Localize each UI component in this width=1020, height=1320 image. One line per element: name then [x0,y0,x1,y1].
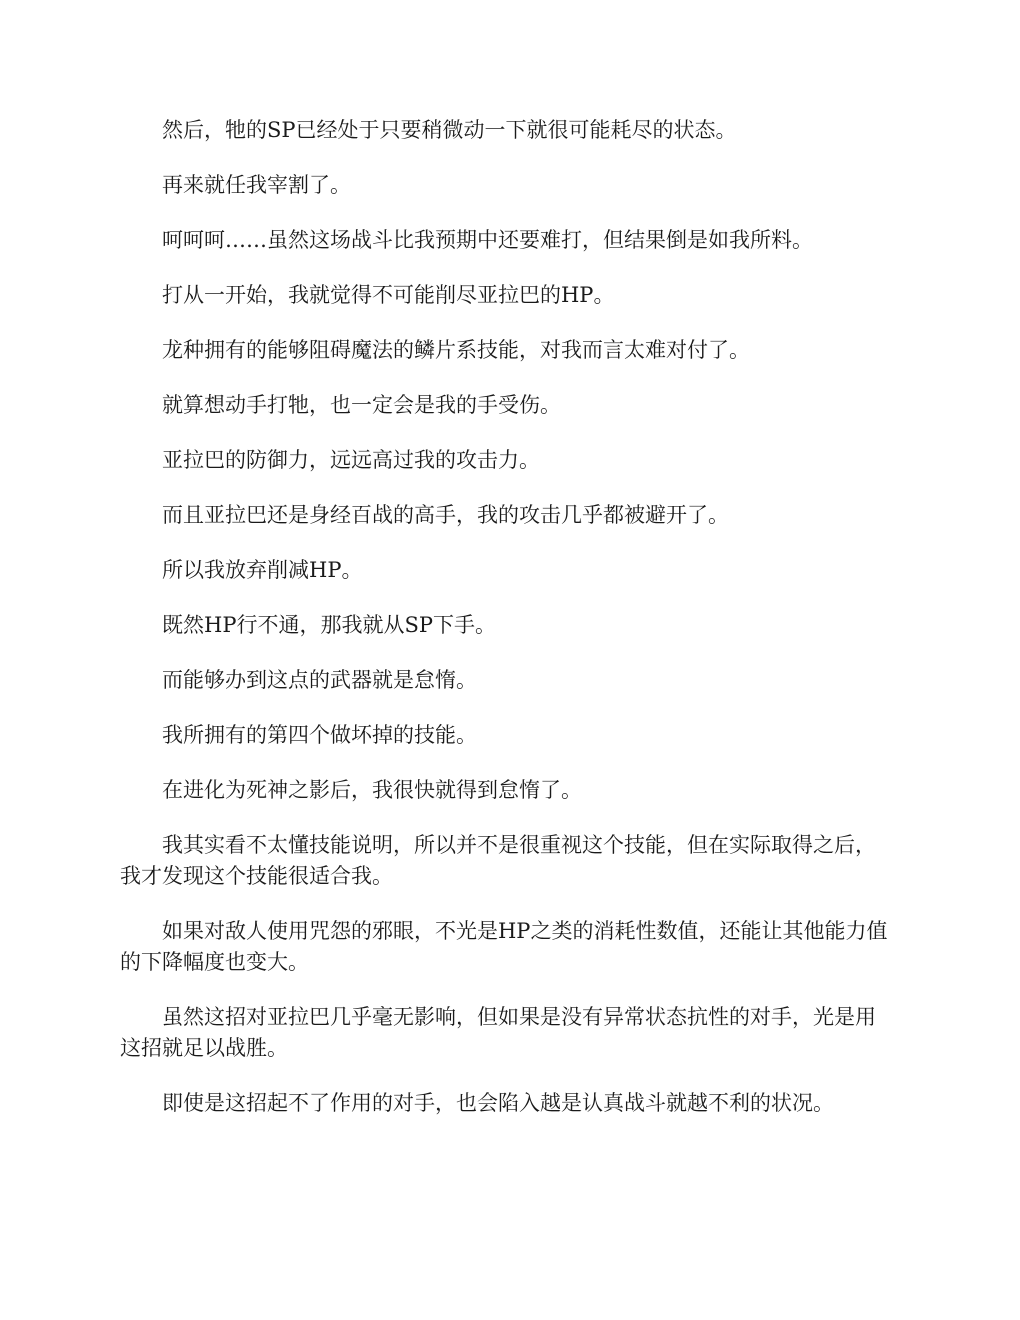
paragraph: 所以我放弃削减HP。 [162,558,363,582]
paragraph: 既然HP行不通，那我就从SP下手。 [162,613,496,637]
paragraph: 就算想动手打牠，也一定会是我的手受伤。 [162,393,561,417]
paragraph: 而且亚拉巴还是身经百战的高手，我的攻击几乎都被避开了。 [162,503,729,527]
paragraph: 龙种拥有的能够阻碍魔法的鳞片系技能，对我而言太难对付了。 [162,338,750,362]
paragraph: 呵呵呵……虽然这场战斗比我预期中还要难打，但结果倒是如我所料。 [162,228,813,252]
paragraph: 我其实看不太懂技能说明，所以并不是很重视这个技能，但在实际取得之后，我才发现这个技能很适合我。 [120,833,876,888]
paragraph: 在进化为死神之影后，我很快就得到怠惰了。 [162,778,582,802]
paragraph: 而能够办到这点的武器就是怠惰。 [162,668,477,692]
paragraph: 如果对敌人使用咒怨的邪眼，不光是HP之类的消耗性数值，还能让其他能力值的下降幅度也变大。 [120,919,888,974]
paragraph: 我所拥有的第四个做坏掉的技能。 [162,723,477,747]
paragraph: 亚拉巴的防御力，远远高过我的攻击力。 [162,448,540,472]
paragraph: 虽然这招对亚拉巴几乎毫无影响，但如果是没有异常状态抗性的对手，光是用这招就足以战胜。 [120,1005,876,1060]
paragraph: 打从一开始，我就觉得不可能削尽亚拉巴的HP。 [162,283,615,307]
paragraph: 再来就任我宰割了。 [162,173,351,197]
paragraph: 然后，牠的SP已经处于只要稍微动一下就很可能耗尽的状态。 [162,118,737,142]
paragraph: 即使是这招起不了作用的对手，也会陷入越是认真战斗就越不利的状况。 [162,1091,834,1115]
document-body [120,115,895,1143]
